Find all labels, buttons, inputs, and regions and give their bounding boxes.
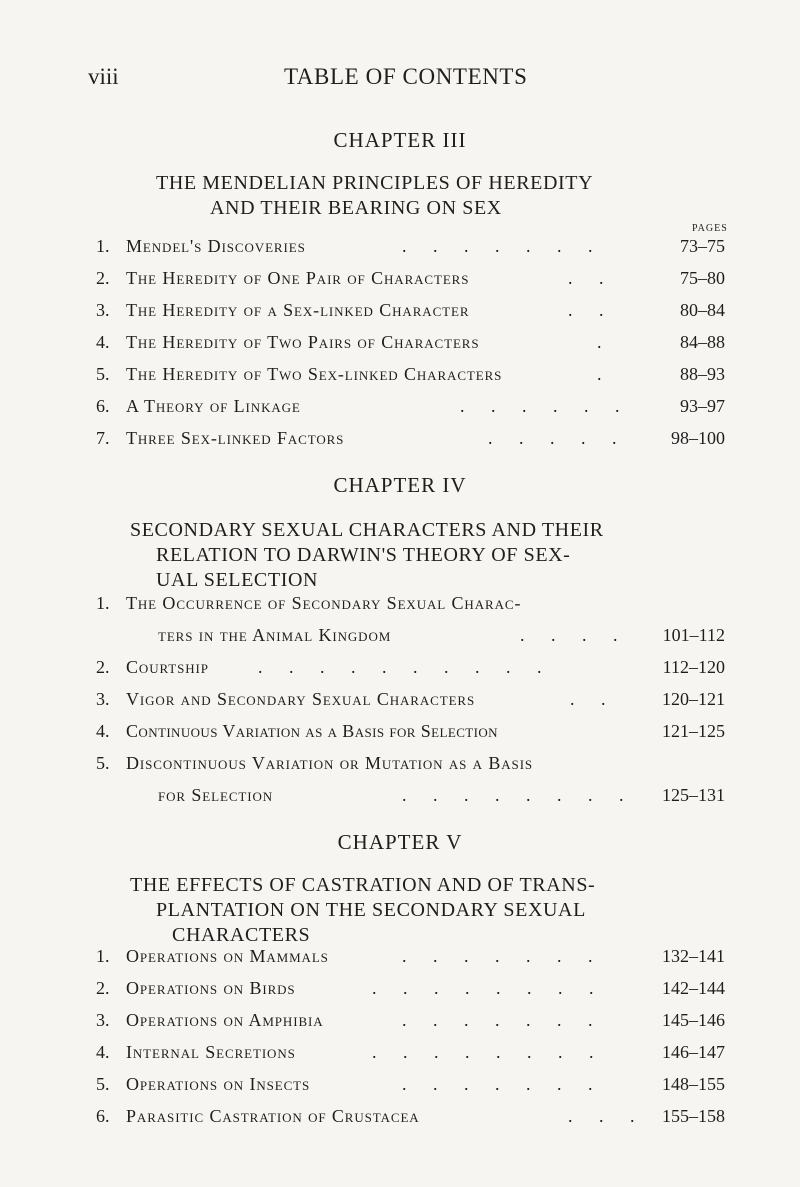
entry-number: 2.	[96, 978, 110, 998]
toc-entry[interactable]	[0, 1074, 800, 1106]
entry-title: ters in the Animal Kingdom	[158, 625, 392, 645]
chapter-subtitle-line: THE EFFECTS OF CASTRATION AND OF TRANS-	[130, 874, 596, 896]
toc-entry[interactable]	[0, 1042, 800, 1074]
entry-number: 6.	[96, 1106, 110, 1126]
chapter-subtitle-line: RELATION TO DARWIN'S THEORY OF SEX-	[156, 544, 571, 566]
entry-title: Operations on Amphibia	[126, 1010, 324, 1030]
chapter-title: CHAPTER III	[333, 128, 467, 152]
leader-dots: . .	[568, 268, 615, 288]
entry-pages: 146–147	[662, 1042, 725, 1062]
leader-dots: . . . . . . .	[402, 946, 604, 966]
entry-number: 5.	[96, 364, 110, 384]
entry-title: Continuous Variation as a Basis for Selection	[126, 721, 498, 741]
entry-pages: 73–75	[680, 236, 725, 256]
leader-dots: . . . . . . . .	[402, 785, 635, 805]
entry-number: 1.	[96, 593, 110, 613]
entry-pages: 155–158	[662, 1106, 725, 1126]
leader-dots: . . . . . . . .	[372, 978, 605, 998]
entry-number: 5.	[96, 1074, 110, 1094]
toc-entry[interactable]	[0, 396, 800, 428]
toc-entry[interactable]	[0, 236, 800, 268]
toc-entry[interactable]	[0, 1010, 800, 1042]
entry-pages: 98–100	[671, 428, 725, 448]
chapter-subtitle-line: UAL SELECTION	[156, 569, 319, 591]
entry-number: 6.	[96, 396, 110, 416]
entry-pages: 145–146	[662, 1010, 725, 1030]
chapter-title: CHAPTER IV	[333, 473, 467, 497]
entry-number: 2.	[96, 268, 110, 288]
entry-number: 5.	[96, 753, 110, 773]
entry-number: 2.	[96, 657, 110, 677]
leader-dots: . . . . . . .	[402, 1074, 604, 1094]
leader-dots: . . . . . . . .	[372, 1042, 605, 1062]
leader-dots: . . . . . . .	[402, 236, 604, 256]
entry-number: 1.	[96, 946, 110, 966]
toc-entry[interactable]	[0, 300, 800, 332]
toc-entry[interactable]	[0, 689, 800, 721]
entry-pages: 112–120	[662, 657, 725, 677]
entry-number: 4.	[96, 332, 110, 352]
leader-dots: .	[597, 364, 613, 384]
entry-title: Mendel's Discoveries	[126, 236, 306, 256]
leader-dots: . .	[570, 689, 617, 709]
toc-entry[interactable]	[0, 332, 800, 364]
entry-title: Three Sex-linked Factors	[126, 428, 345, 448]
toc-entry[interactable]	[0, 978, 800, 1010]
entry-title: Operations on Insects	[126, 1074, 311, 1094]
entry-number: 3.	[96, 689, 110, 709]
entry-title: Internal Secretions	[126, 1042, 296, 1062]
entry-number: 4.	[96, 1042, 110, 1062]
toc-entry[interactable]	[0, 721, 800, 753]
chapter-subtitle-line: CHARACTERS	[172, 924, 311, 946]
leader-dots: .	[597, 332, 613, 352]
entry-title: Discontinuous Variation or Mutation as a Basis	[126, 753, 534, 773]
entry-pages: 120–121	[662, 689, 725, 709]
leader-dots: . . . .	[520, 625, 629, 645]
entry-title: Vigor and Secondary Sexual Characters	[126, 689, 476, 709]
page-number: viii	[88, 64, 119, 89]
leader-dots: . . . . . . .	[402, 1010, 604, 1030]
entry-pages: 101–112	[662, 625, 725, 645]
entry-pages: 88–93	[680, 364, 725, 384]
toc-entry[interactable]	[0, 1106, 800, 1138]
entry-pages: 75–80	[680, 268, 725, 288]
toc-entry[interactable]	[0, 657, 800, 689]
toc-entry-continuation[interactable]	[0, 785, 800, 817]
entry-title: The Occurrence of Secondary Sexual Charac-	[126, 593, 522, 613]
entry-number: 3.	[96, 1010, 110, 1030]
entry-pages: 148–155	[662, 1074, 725, 1094]
toc-entry[interactable]	[0, 753, 800, 785]
toc-entry[interactable]	[0, 593, 800, 625]
running-head: TABLE OF CONTENTS	[284, 64, 528, 89]
chapter-subtitle-line: SECONDARY SEXUAL CHARACTERS AND THEIR	[130, 519, 604, 541]
entry-pages: 93–97	[680, 396, 725, 416]
entry-number: 7.	[96, 428, 110, 448]
entry-title: Operations on Mammals	[126, 946, 329, 966]
toc-entry[interactable]	[0, 946, 800, 978]
entry-title: The Heredity of Two Sex-linked Characters	[126, 364, 503, 384]
entry-number: 3.	[96, 300, 110, 320]
toc-entry[interactable]	[0, 364, 800, 396]
entry-pages: 132–141	[662, 946, 725, 966]
chapter-subtitle-line: PLANTATION ON THE SECONDARY SEXUAL	[156, 899, 586, 921]
entry-pages: 121–125	[662, 721, 725, 741]
entry-pages: 84–88	[680, 332, 725, 352]
leader-dots: . . . . . .	[460, 396, 631, 416]
entry-title: for Selection	[158, 785, 274, 805]
entry-title: Parasitic Castration of Crustacea	[126, 1106, 420, 1126]
entry-title: The Heredity of One Pair of Characters	[126, 268, 470, 288]
leader-dots: . .	[568, 300, 615, 320]
toc-entry[interactable]	[0, 428, 800, 460]
entry-pages: 142–144	[662, 978, 725, 998]
entry-pages: 125–131	[662, 785, 725, 805]
chapter-subtitle-line: THE MENDELIAN PRINCIPLES OF HEREDITY	[156, 172, 594, 194]
toc-entry[interactable]	[0, 268, 800, 300]
entry-number: 1.	[96, 236, 110, 256]
toc-entry-continuation[interactable]	[0, 625, 800, 657]
leader-dots: . . . . . . . . . .	[258, 657, 553, 677]
page-header	[0, 64, 800, 94]
entry-title: A Theory of Linkage	[126, 396, 301, 416]
entry-title: The Heredity of Two Pairs of Characters	[126, 332, 480, 352]
entry-title: The Heredity of a Sex-linked Character	[126, 300, 470, 320]
leader-dots: . . . . .	[488, 428, 628, 448]
chapter-subtitle-line: AND THEIR BEARING ON SEX	[210, 197, 502, 219]
chapter-title: CHAPTER V	[337, 830, 463, 854]
pages-column-label: PAGES	[692, 223, 728, 234]
entry-title: Operations on Birds	[126, 978, 296, 998]
entry-title: Courtship	[126, 657, 209, 677]
leader-dots: . . .	[568, 1106, 646, 1126]
entry-pages: 80–84	[680, 300, 725, 320]
entry-number: 4.	[96, 721, 110, 741]
